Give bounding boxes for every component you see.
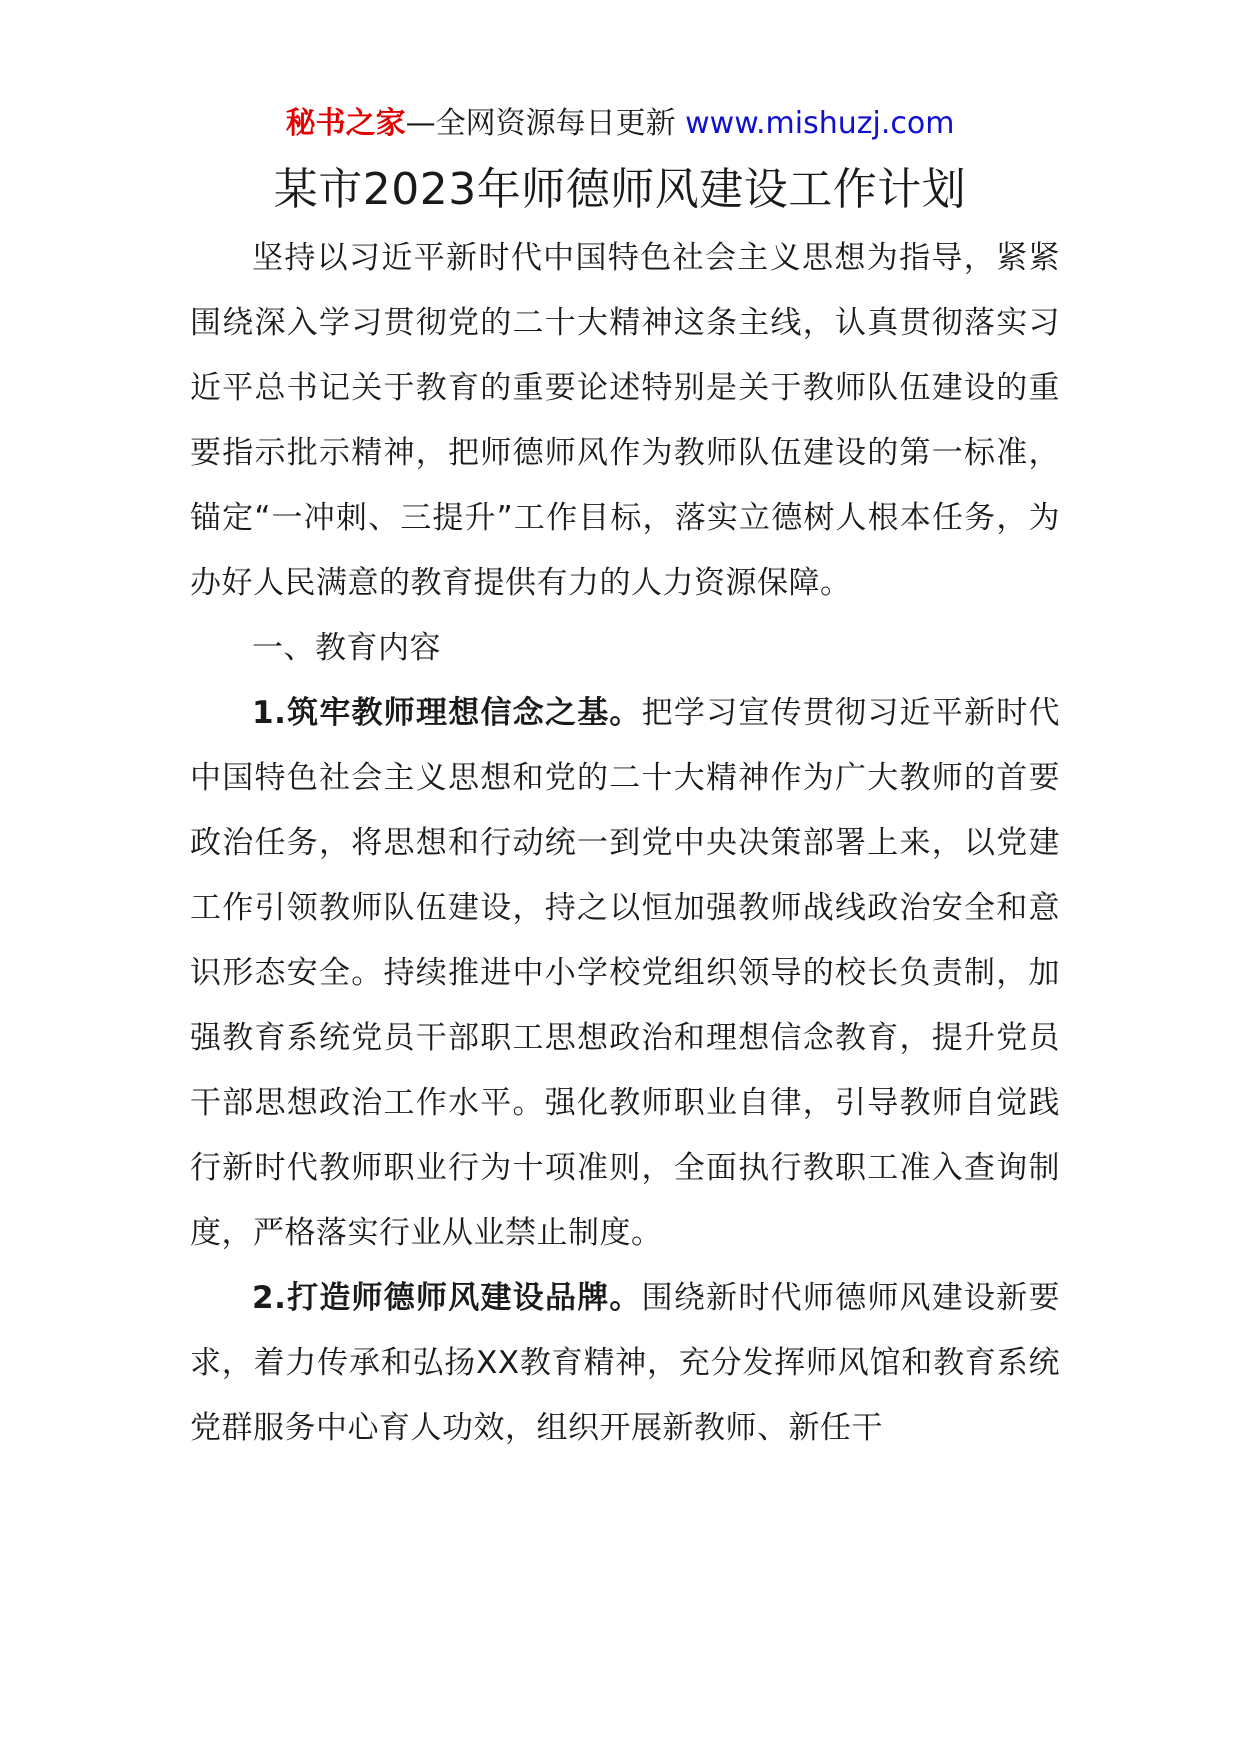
item-1-lead: 1.筑牢教师理想信念之基。 xyxy=(252,695,642,731)
site-banner xyxy=(0,104,1240,144)
brand-name: 秘书之家 xyxy=(285,106,406,141)
document-body xyxy=(190,226,1060,1461)
document-title: 某市2023年师德师风建设工作计划 xyxy=(273,164,967,215)
item-paragraph-1 xyxy=(190,681,1060,1266)
item-paragraph-2 xyxy=(190,1266,1060,1461)
section-heading: 一、教育内容 xyxy=(252,630,441,666)
item-2-lead: 2.打造师德师风建设品牌。 xyxy=(252,1280,642,1316)
site-url-link[interactable]: www.mishuzj.com xyxy=(685,106,955,141)
item-2-text: 围绕新时代师德师风建设新要求，着力传承和弘扬XX教育精神，充分发挥师风馆和教育系统党群服务中心育人功效，组织开展新教师、新任干 xyxy=(190,1280,1060,1446)
banner-tagline: —全网资源每日更新 xyxy=(405,106,686,141)
item-1-text: 把学习宣传贯彻习近平新时代中国特色社会主义思想和党的二十大精神作为广大教师的首要政治任务，将思想和行动统一到党中央决策部署上来，以党建工作引领教师队伍建设，持之以恒加强教师战线政治安全和意识形态安全。持续推进中小学校党组织领导的校长负责制，加强教育系统党员干部职工思想政治和理想信念教育，提升党员干部思想政治工作水平。强化教师职业自律，引导教师自觉践行新时代教师职业行为十项准则，全面执行教职工准入查询制度，严格落实行业从业禁止制度。 xyxy=(190,695,1060,1251)
intro-paragraph: 坚持以习近平新时代中国特色社会主义思想为指导，紧紧围绕深入学习贯彻党的二十大精神这条主线，认真贯彻落实习近平总书记关于教育的重要论述特别是关于教师队伍建设的重要指示批示精神，把师德师风作为教师队伍建设的第一标准，锚定“一冲刺、三提升”工作目标，落实立德树人根本任务，为办好人民满意的教育提供有力的人力资源保障。 xyxy=(190,240,1060,601)
